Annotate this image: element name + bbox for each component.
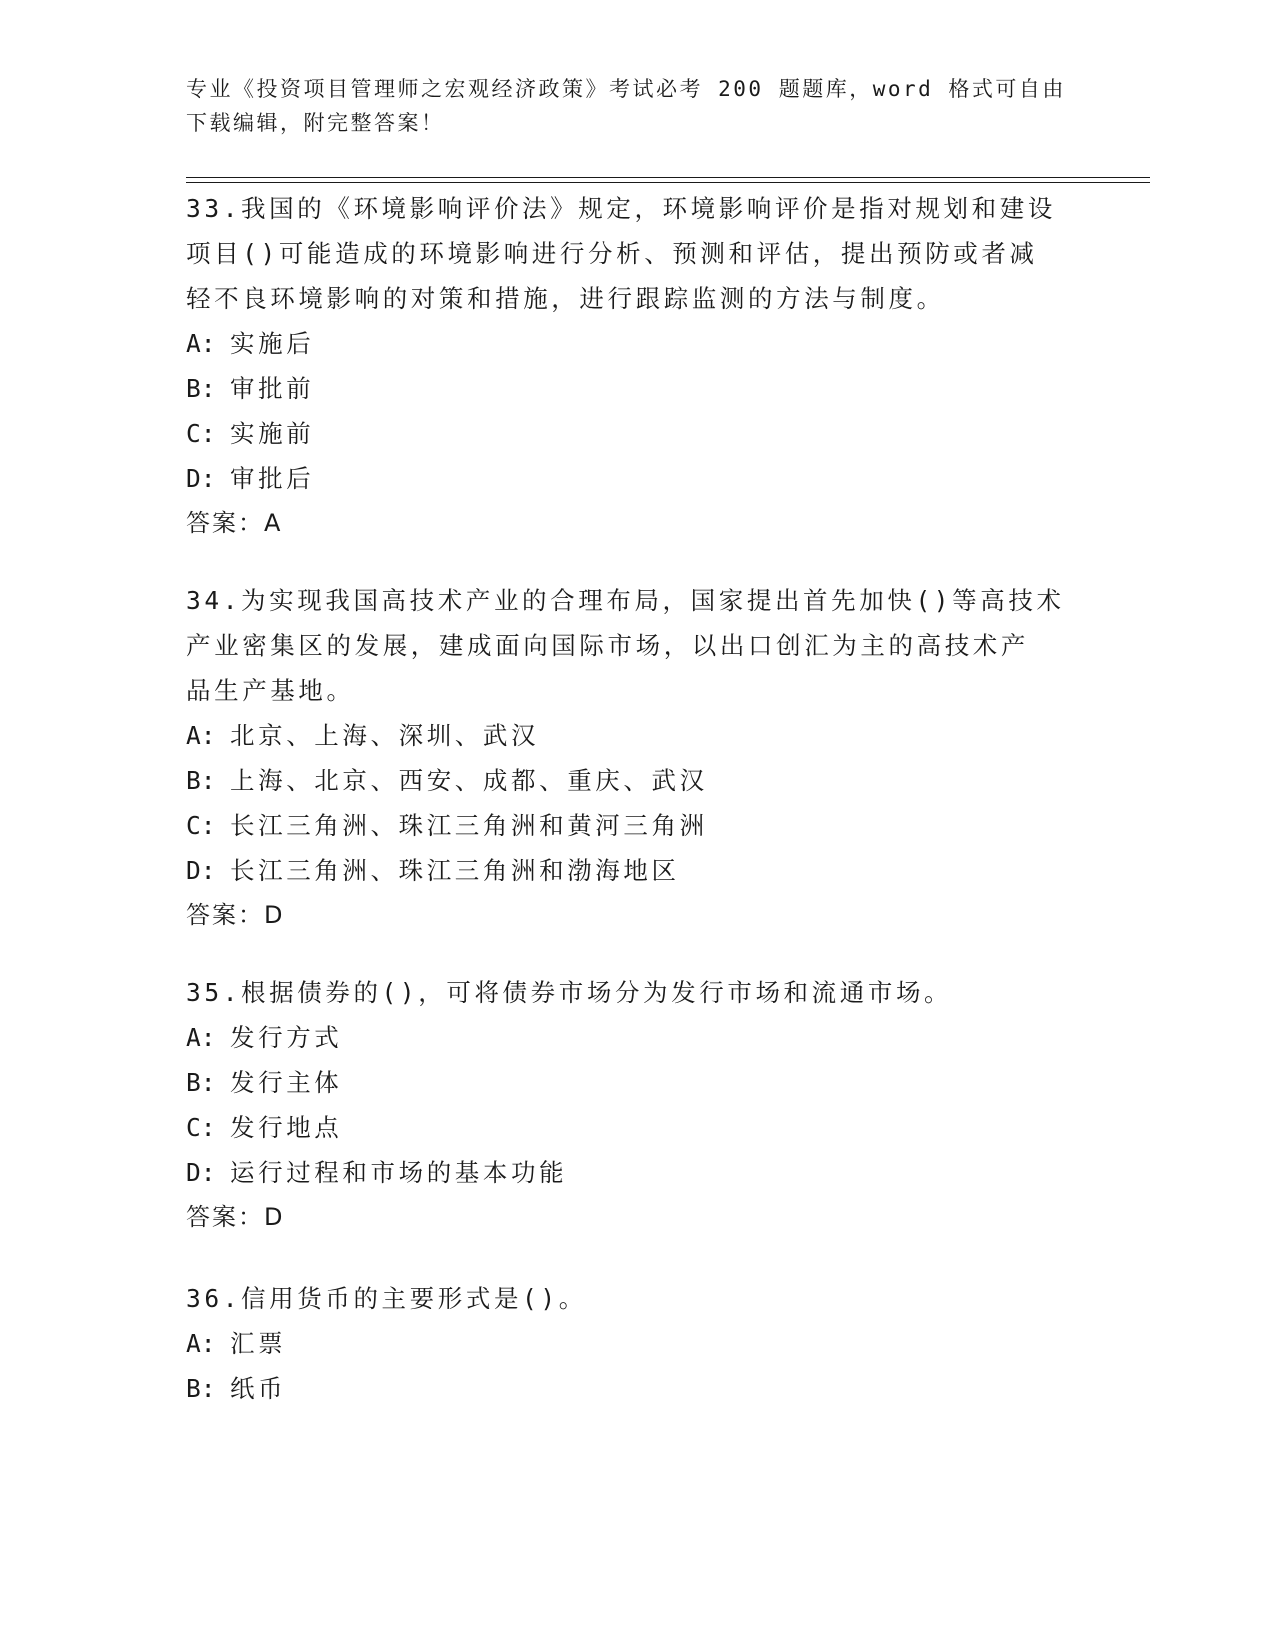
option-label: C: [186, 1113, 216, 1142]
answer-line: 答案：A [186, 509, 283, 537]
question-stem-line: 轻不良环境影响的对策和措施，进行跟踪监测的方法与制度。 [186, 284, 945, 313]
option-label: C: [186, 419, 216, 448]
question-block [186, 186, 1086, 546]
option-label: A: [186, 1329, 216, 1358]
question-block [186, 1276, 1086, 1411]
option-c [186, 803, 1086, 848]
question-stem-line: 34.为实现我国高技术产业的合理布局，国家提出首先加快()等高技术 [186, 586, 1065, 615]
question-stem-line: 产业密集区的发展，建成面向国际市场，以出口创汇为主的高技术产 [186, 631, 1029, 660]
option-text: 长江三角洲、珠江三角洲和渤海地区 [230, 856, 680, 885]
question-block [186, 578, 1086, 938]
header-line-1: 专业《投资项目管理师之宏观经济政策》考试必考 200 题题库，word 格式可自由 [186, 77, 1066, 101]
answer-line: 答案：D [186, 1203, 285, 1231]
question-stem-line: 33.我国的《环境影响评价法》规定，环境影响评价是指对规划和建设 [186, 194, 1056, 223]
option-label: A: [186, 1023, 216, 1052]
option-text: 长江三角洲、珠江三角洲和黄河三角洲 [230, 811, 708, 840]
option-d [186, 456, 1086, 501]
question-block [186, 970, 1086, 1240]
option-label: B: [186, 1374, 216, 1403]
option-label: B: [186, 766, 216, 795]
question-stem-line: 35.根据债券的()，可将债券市场分为发行市场和流通市场。 [186, 978, 953, 1007]
option-text: 审批后 [230, 464, 315, 493]
question-stem-line: 36.信用货币的主要形式是()。 [186, 1284, 587, 1313]
option-text: 审批前 [230, 374, 315, 403]
option-text: 实施前 [230, 419, 315, 448]
header-line-2: 下载编辑，附完整答案！ [186, 111, 445, 135]
option-text: 上海、北京、西安、成都、重庆、武汉 [230, 766, 708, 795]
answer-line: 答案：D [186, 901, 285, 929]
option-label: D: [186, 856, 216, 885]
option-text: 汇票 [230, 1329, 287, 1358]
option-b [186, 366, 1086, 411]
option-a [186, 1321, 1086, 1366]
option-text: 纸币 [230, 1374, 287, 1403]
option-label: D: [186, 464, 216, 493]
option-text: 发行方式 [230, 1023, 343, 1052]
option-text: 运行过程和市场的基本功能 [230, 1158, 568, 1187]
option-d [186, 848, 1086, 893]
option-label: A: [186, 329, 216, 358]
question-stem-line: 品生产基地。 [186, 676, 355, 705]
option-b [186, 758, 1086, 803]
option-b [186, 1060, 1086, 1105]
document-header [186, 72, 1066, 140]
header-divider-top [186, 177, 1150, 178]
question-stem-line: 项目()可能造成的环境影响进行分析、预测和评估，提出预防或者减 [186, 239, 1038, 268]
option-text: 实施后 [230, 329, 315, 358]
option-text: 发行地点 [230, 1113, 343, 1142]
option-b [186, 1366, 1086, 1411]
option-label: B: [186, 1068, 216, 1097]
option-text: 发行主体 [230, 1068, 343, 1097]
header-divider-bottom [186, 182, 1150, 183]
option-a [186, 713, 1086, 758]
option-a [186, 1015, 1086, 1060]
option-c [186, 1105, 1086, 1150]
option-a [186, 321, 1086, 366]
option-label: D: [186, 1158, 216, 1187]
option-label: A: [186, 721, 216, 750]
option-d [186, 1150, 1086, 1195]
option-c [186, 411, 1086, 456]
option-text: 北京、上海、深圳、武汉 [230, 721, 540, 750]
option-label: B: [186, 374, 216, 403]
option-label: C: [186, 811, 216, 840]
